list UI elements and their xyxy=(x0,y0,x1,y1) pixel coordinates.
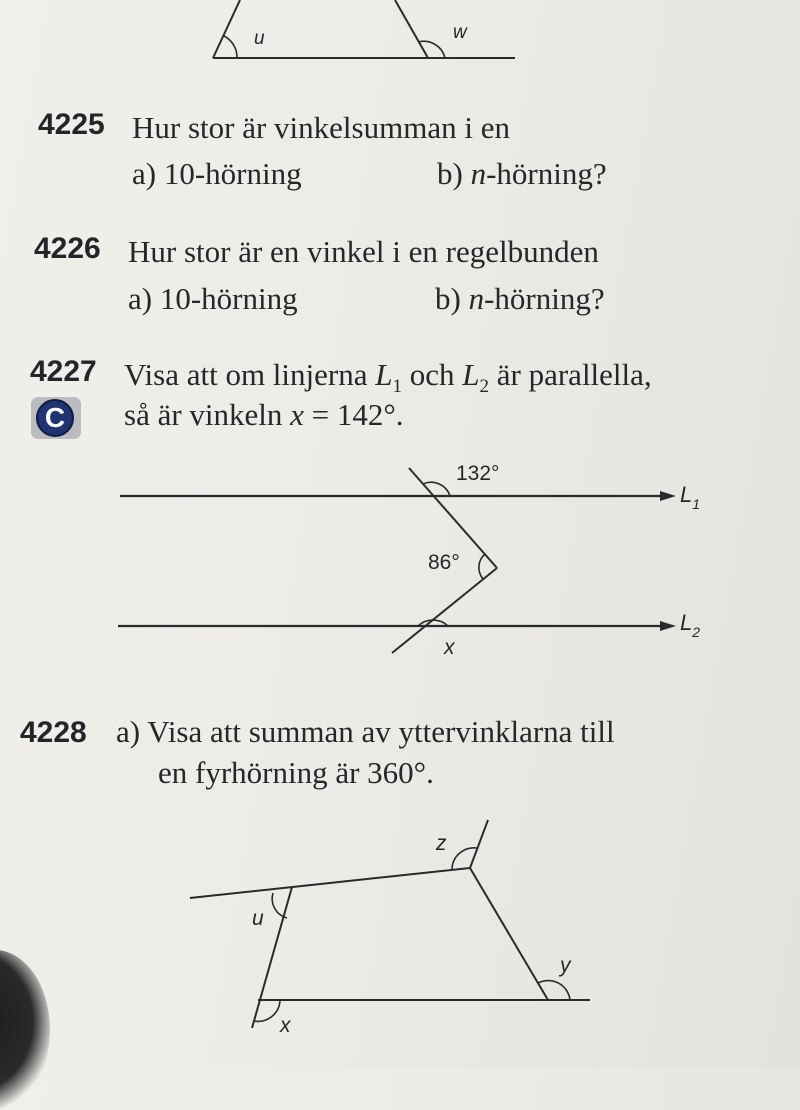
subscript: 1 xyxy=(392,376,402,397)
option-b-variable: n xyxy=(470,156,487,191)
problem-text-line2: en fyrhörning är 360°. xyxy=(158,755,434,790)
angle-u-label: u xyxy=(254,28,265,49)
quadrilateral-figure xyxy=(0,800,800,1067)
parallel-lines-figure xyxy=(0,450,800,670)
line-l2-label: $L_2$ xyxy=(680,610,701,640)
option-b-text: -hörning? xyxy=(484,281,605,316)
line-l2-symbol: L xyxy=(462,357,480,392)
problem-number: 4228 xyxy=(20,716,87,749)
triangle-figure-top xyxy=(0,0,800,80)
problem-text: Hur stor är vinkelsumman i en xyxy=(132,110,510,145)
angle-132-label: 132° xyxy=(456,462,500,485)
angle-86-label: 86° xyxy=(428,551,460,574)
text-segment: Visa att om linjerna xyxy=(124,357,376,392)
angle-y-label: y xyxy=(560,954,571,977)
angle-x-label: x xyxy=(444,636,455,659)
option-a-label: a) xyxy=(128,281,153,316)
problem-text-line1 xyxy=(124,357,652,398)
line-l1-label: $L_1$ xyxy=(680,482,701,512)
option-a xyxy=(128,281,298,317)
option-b-label: b) xyxy=(435,281,461,316)
option-b-text: -hörning? xyxy=(486,156,607,191)
angle-z-label: z xyxy=(436,832,447,855)
problem-number: 4226 xyxy=(34,232,101,265)
part-label: a) xyxy=(116,714,141,749)
problem-number: 4225 xyxy=(38,108,105,141)
angle-u-label: u xyxy=(252,907,264,930)
option-b-label: b) xyxy=(437,156,463,191)
text-segment: Visa att summan av yttervinklarna till xyxy=(147,714,615,749)
text-segment: är parallella, xyxy=(489,357,652,392)
angle-x-label: x xyxy=(280,1014,291,1037)
problem-text: Hur stor är en vinkel i en regelbunden xyxy=(128,234,599,269)
angle-w-label: w xyxy=(453,22,467,43)
problem-text-line1 xyxy=(116,714,615,750)
option-b xyxy=(435,281,605,317)
option-a-text: 10-hörning xyxy=(159,281,298,316)
option-a xyxy=(132,156,302,192)
option-a-label: a) xyxy=(132,156,157,191)
option-b xyxy=(437,156,607,192)
badge-letter: C xyxy=(44,402,66,433)
text-segment: så är vinkeln xyxy=(124,397,291,432)
problem-number: 4227 xyxy=(30,355,97,388)
text-segment: = 142°. xyxy=(303,397,404,432)
line-l1-symbol: L xyxy=(375,357,393,392)
option-b-variable: n xyxy=(468,281,485,316)
subscript: 2 xyxy=(479,376,490,397)
c-level-badge xyxy=(31,397,81,439)
option-a-text: 10-hörning xyxy=(163,156,302,191)
text-segment: och xyxy=(402,357,463,392)
problem-text-line2 xyxy=(124,397,404,433)
variable-x: x xyxy=(290,397,304,432)
